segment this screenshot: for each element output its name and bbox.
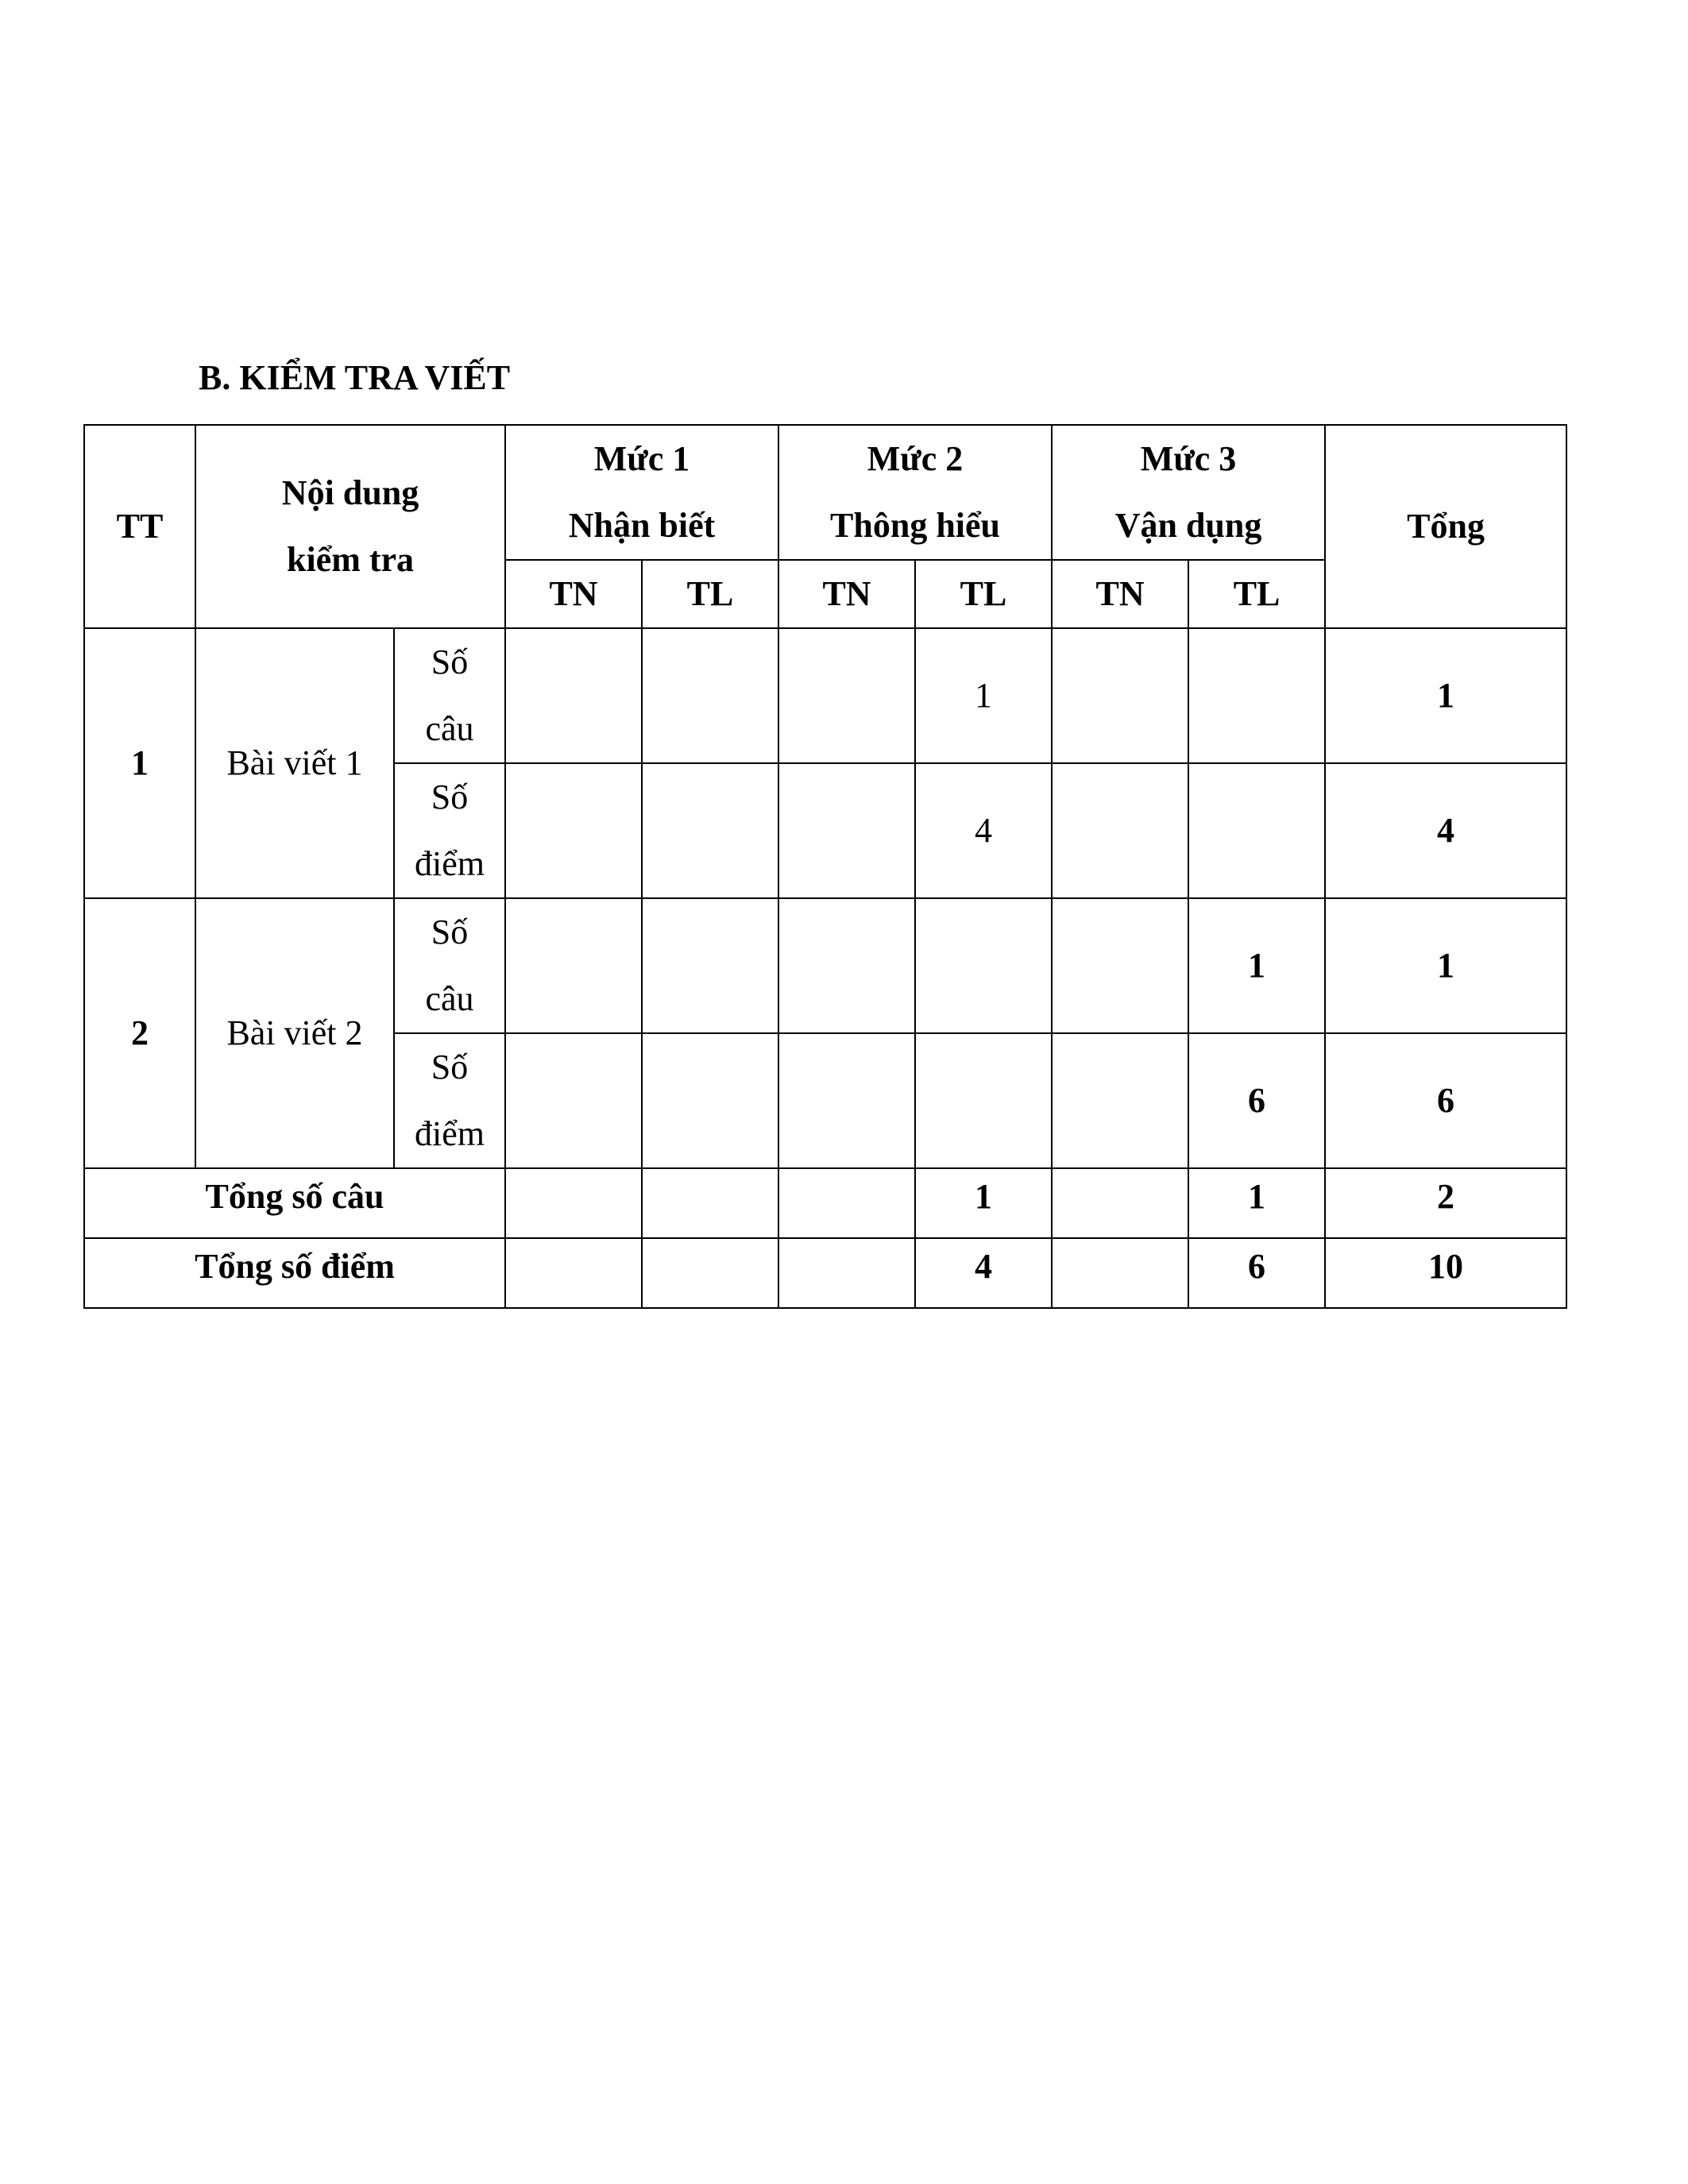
cell	[778, 1238, 915, 1308]
row-1-content: Bài viết 1	[195, 628, 394, 898]
cell	[778, 1033, 915, 1168]
so-diem-label-line1: Số	[431, 778, 469, 816]
cell	[505, 763, 642, 898]
row-total-cell: 6	[1325, 1033, 1566, 1168]
cell	[642, 628, 778, 763]
cell	[915, 898, 1052, 1033]
so-diem-label-line1: Số	[431, 1048, 469, 1086]
total-cau-label: Tổng số câu	[84, 1168, 505, 1238]
header-m3-tl: TL	[1188, 560, 1325, 628]
header-m1-tn: TN	[505, 560, 642, 628]
header-m2-tl: TL	[915, 560, 1052, 628]
row-total-cell: 1	[1325, 628, 1566, 763]
level-2-name: Mức 2	[867, 439, 964, 478]
cell	[1188, 763, 1325, 898]
row-2-tt: 2	[84, 898, 195, 1168]
so-cau-label-line2: câu	[425, 709, 474, 748]
level-3-name: Mức 3	[1140, 439, 1237, 478]
cell	[1188, 628, 1325, 763]
row-2-so-diem-label	[394, 1033, 505, 1168]
header-level-1	[505, 425, 778, 560]
cell	[505, 1168, 642, 1238]
so-cau-label-line1: Số	[431, 642, 469, 681]
header-total: Tổng	[1325, 425, 1566, 628]
level-1-desc: Nhận biết	[568, 506, 716, 545]
table-row	[84, 628, 1566, 763]
cell	[778, 763, 915, 898]
assessment-matrix-table	[83, 424, 1567, 1309]
total-diem-row	[84, 1238, 1566, 1308]
cell	[1052, 628, 1188, 763]
so-diem-label-line2: điểm	[415, 1114, 485, 1153]
row-1-tt: 1	[84, 628, 195, 898]
header-level-3	[1052, 425, 1325, 560]
section-title: B. KIỂM TRA VIẾT	[199, 358, 511, 397]
row-total-cell: 4	[1325, 763, 1566, 898]
level-1-name: Mức 1	[593, 439, 690, 478]
header-content-line2: kiểm tra	[286, 540, 415, 579]
row-2-content: Bài viết 2	[195, 898, 394, 1168]
header-content	[195, 425, 505, 628]
cell	[1052, 1168, 1188, 1238]
cell	[642, 1033, 778, 1168]
cell: 1	[915, 1168, 1052, 1238]
row-2-so-cau-label	[394, 898, 505, 1033]
header-content-line1: Nội dung	[281, 473, 419, 512]
cell	[778, 898, 915, 1033]
cell	[778, 1168, 915, 1238]
cell	[1052, 1033, 1188, 1168]
cell	[1052, 898, 1188, 1033]
total-diem-label: Tổng số điểm	[84, 1238, 505, 1308]
cell: 6	[1188, 1033, 1325, 1168]
table-row	[84, 898, 1566, 1033]
so-cau-label-line1: Số	[431, 913, 469, 951]
level-2-desc: Thông hiểu	[830, 506, 1001, 545]
cell	[505, 628, 642, 763]
cell	[1052, 763, 1188, 898]
cell	[642, 1238, 778, 1308]
row-1-so-diem-label	[394, 763, 505, 898]
row-total-cell: 1	[1325, 898, 1566, 1033]
cell: 1	[1188, 1168, 1325, 1238]
header-level-2	[778, 425, 1052, 560]
total-cau-sum: 2	[1325, 1168, 1566, 1238]
cell: 1	[915, 628, 1052, 763]
total-diem-sum: 10	[1325, 1238, 1566, 1308]
total-cau-row	[84, 1168, 1566, 1238]
cell	[642, 763, 778, 898]
header-row-levels	[84, 425, 1566, 560]
cell	[642, 898, 778, 1033]
cell: 4	[915, 763, 1052, 898]
cell	[915, 1033, 1052, 1168]
header-m1-tl: TL	[642, 560, 778, 628]
cell: 4	[915, 1238, 1052, 1308]
row-1-so-cau-label	[394, 628, 505, 763]
header-m2-tn: TN	[778, 560, 915, 628]
level-3-desc: Vận dụng	[1114, 506, 1262, 545]
so-cau-label-line2: câu	[425, 979, 474, 1018]
cell	[505, 898, 642, 1033]
cell	[642, 1168, 778, 1238]
cell	[1052, 1238, 1188, 1308]
cell	[505, 1238, 642, 1308]
so-diem-label-line2: điểm	[415, 844, 485, 883]
header-tt: TT	[84, 425, 195, 628]
cell: 1	[1188, 898, 1325, 1033]
cell	[778, 628, 915, 763]
cell: 6	[1188, 1238, 1325, 1308]
cell	[505, 1033, 642, 1168]
header-m3-tn: TN	[1052, 560, 1188, 628]
